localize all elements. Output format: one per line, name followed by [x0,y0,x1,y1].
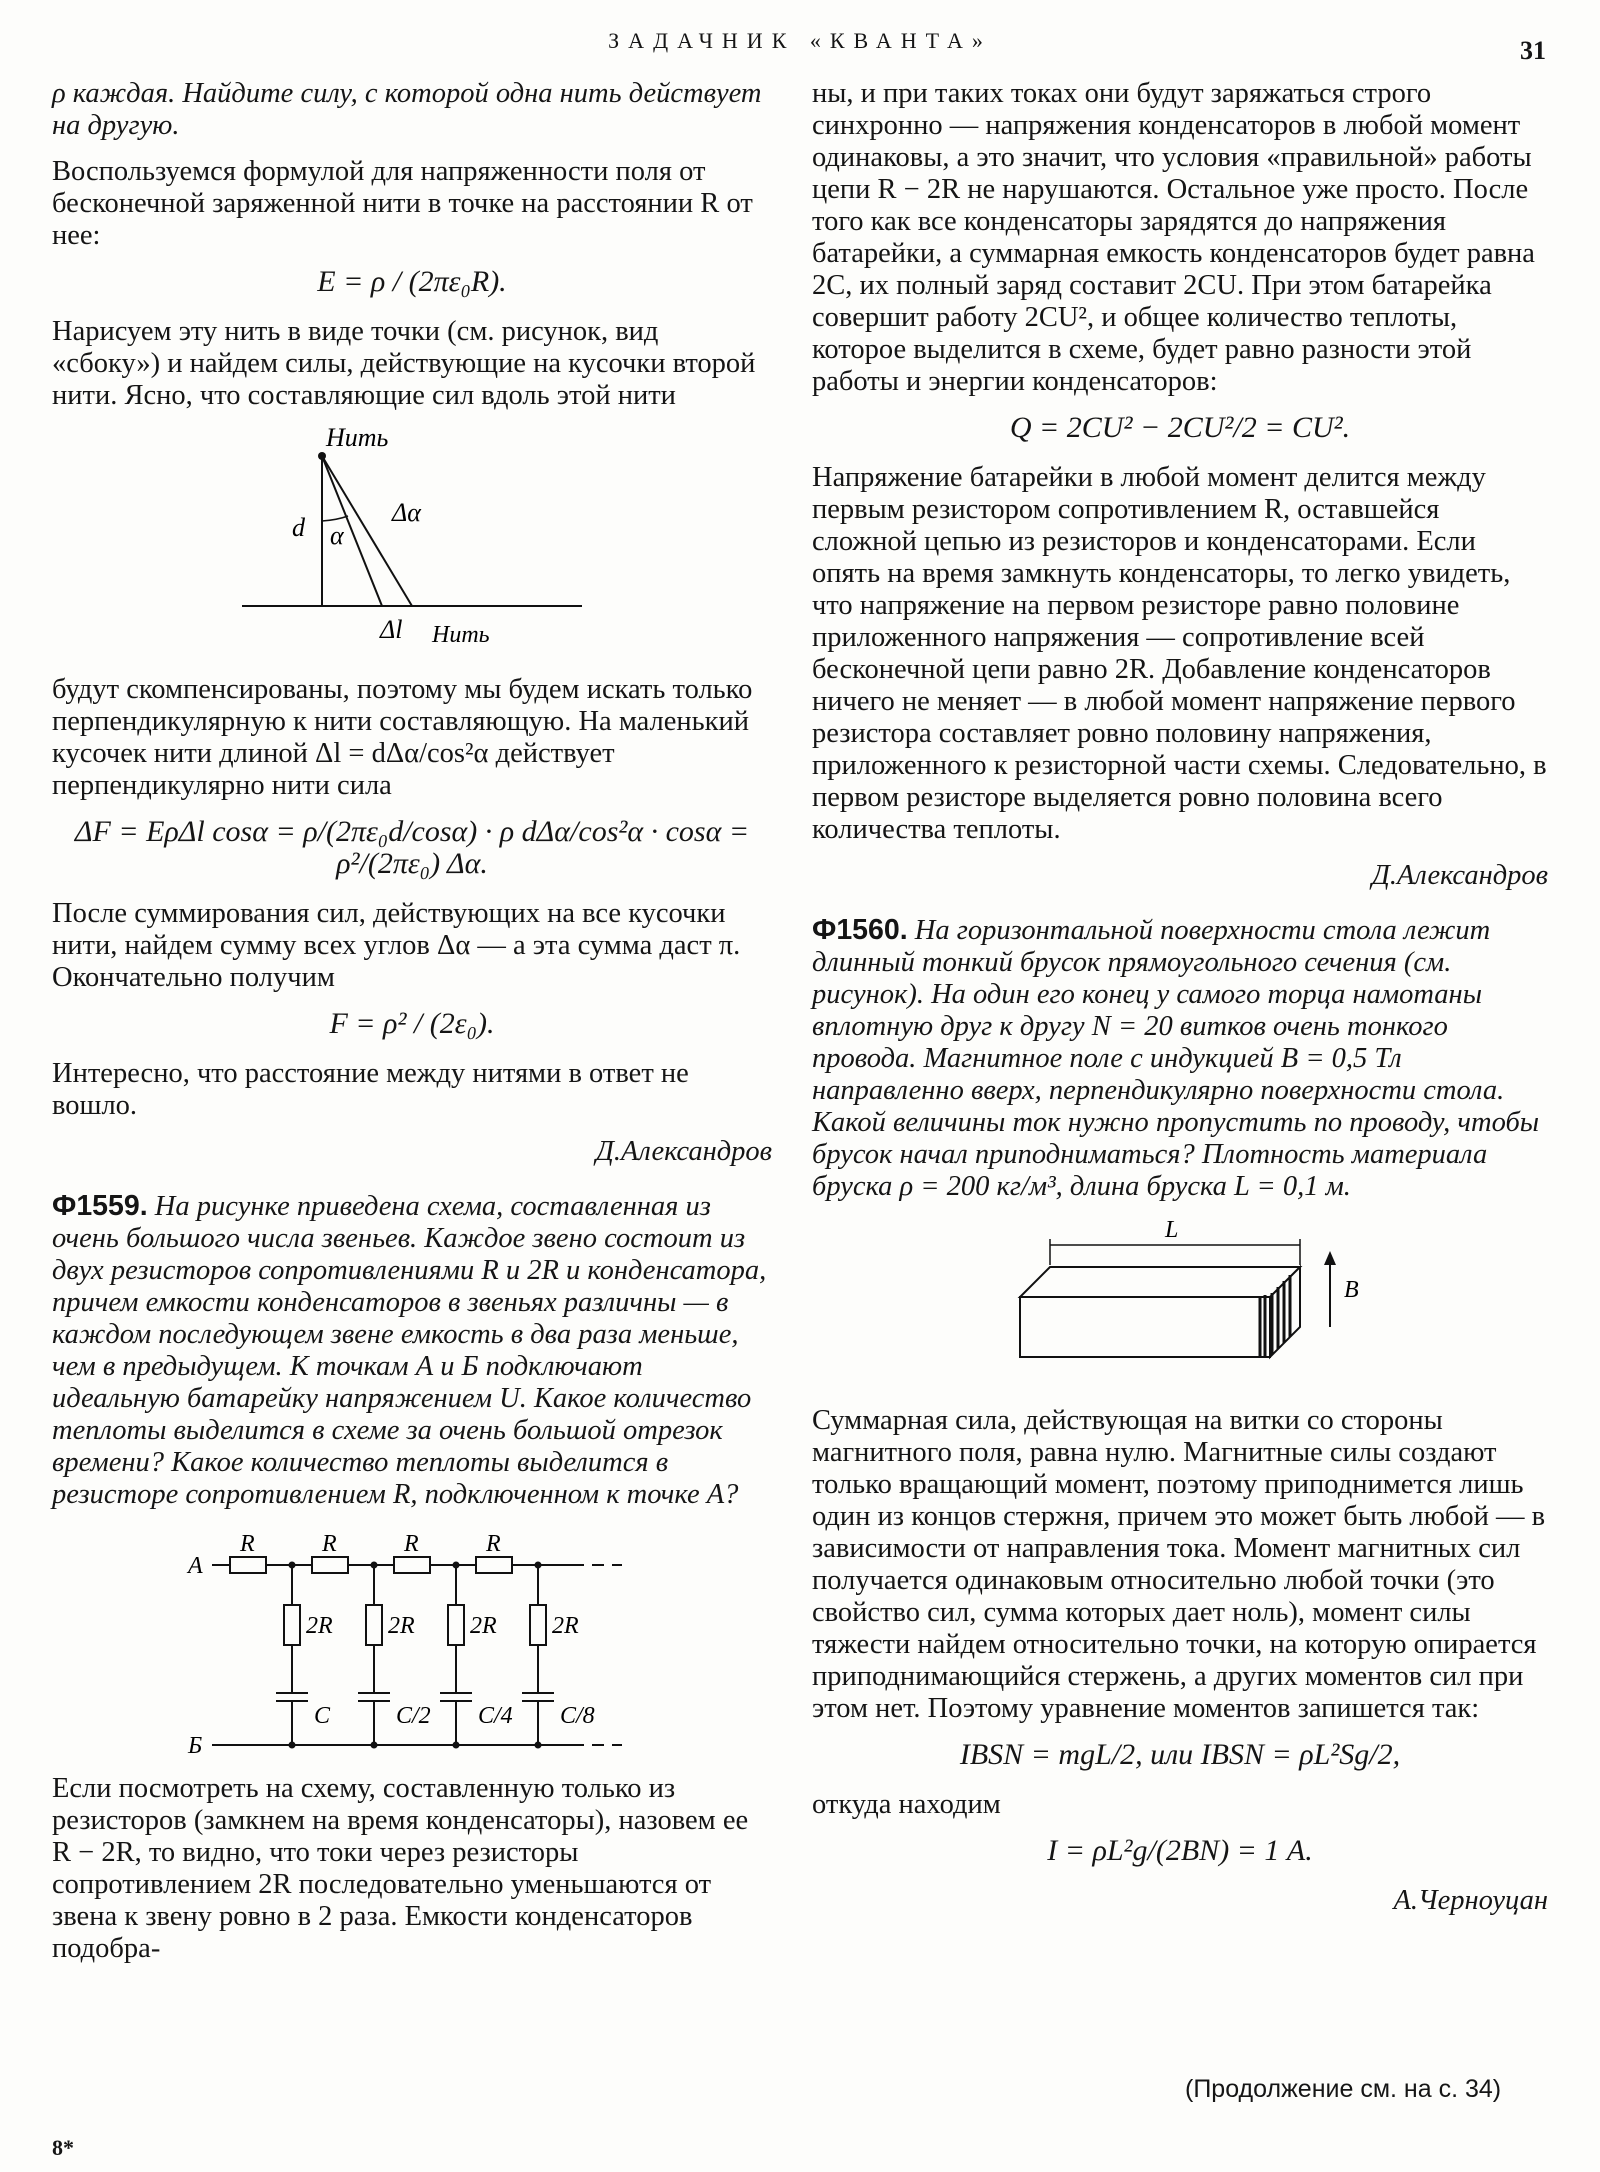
thread-diagram [232,426,592,666]
paragraph: Нарисуем эту нить в виде точки (см. рисунок, вид «сбоку») и найдем силы, действующие на кусочки второй нити. Ясно, что составляющие сил вдоль этой нити [52,316,756,411]
problem-text: На горизонтальной поверхности стола лежит длинный тонкий брусок прямоугольного сечения (см. рисунок). На один его конец у самого торца намотаны вплотную друг к другу N = 20 витков очень тонкого провода. Магнитное поле с индукцией B = 0,5 Тл направленно вверх, перпендикулярно поверхности стола. Какой величины ток нужно пропустить по проводу, чтобы брусок начал приподниматься? Плотность материала бруска ρ = 200 кг/м³, длина бруска L = 0,1 м. [812,915,1540,1202]
signature-mark: 8* [52,2135,74,2160]
capacitor-label: C/2 [396,1703,431,1729]
dalpha-label: Δα [392,498,421,527]
resistor-r-label: R [486,1531,501,1557]
resistor-r-label: R [404,1531,419,1557]
resistor-r-label: R [322,1531,337,1557]
paragraph: откуда находим [812,1789,1001,1820]
circuit-diagram [182,1525,642,1765]
thread-point [318,452,326,460]
resistor-2r-label: 2R [552,1613,579,1639]
dl-label: Δl [380,615,403,644]
author-signature: Д.Александров [1371,860,1548,891]
paragraph: Суммарная сила, действующая на витки со стороны магнитного поля, равна нулю. Магнитные силы создают только вращающий момент, поэтому приподнимется лишь один из концов стержня, причем это может быть любой — в зависимости от направления тока. Момент магнитных сил получается одинаковым относительно любой точки (это свойство сил, сумма которых дает ноль), момент силы тяжести найдем относительно точки, на которую опирается приподнимающийся стержень, а других моментов сил при этом нет. Поэтому уравнение моментов запишется так: [812,1405,1546,1724]
problem-label: Ф1559. [52,1190,148,1222]
formula-force: ΔF = EρΔl cosα = ρ/(2πε₀d/cosα) · ρ dΔα/cos²α · cosα = ρ²/(2πε₀) Δα. [74,815,750,880]
continued-note: (Продолжение см. на с. 34) [1185,2075,1502,2103]
resistor-r-label: R [240,1531,255,1557]
capacitor-label: C/4 [478,1703,513,1729]
capacitor-label: C/8 [560,1703,595,1729]
paragraph: будут скомпенсированы, поэтому мы будем искать только перпендикулярную к нити составляющую. На маленький кусочек нити длиной Δl = dΔα/cos²α действует перпендикулярно нити сила [52,674,753,801]
paragraph: ны, и при таких токах они будут заряжаться строго синхронно — напряжения конденсаторов в любой момент одинаковы, а это значит, что условия «правильной» работы цепи R − 2R не нарушаются. Остальное уже просто. После того как все конденсаторы зарядятся до напряжения батарейки, а суммарная емкость конденсаторов будет равна 2C, их полный заряд составит 2CU. При этом батарейка совершит работу 2CU², и общее количество теплоты, которое выделится в схеме, будет равно разности этой работы и энергии конденсаторов: [812,78,1535,397]
left-column [52,78,772,1979]
paragraph: Воспользуемся формулой для напряженности поля от бесконечной заряженной нити в точке на расстоянии R от нее: [52,156,753,251]
bar-diagram [980,1217,1380,1397]
problem-label: Ф1560. [812,914,908,946]
formula-moment: IBSN = mgL/2, или IBSN = ρL²Sg/2, [959,1738,1401,1771]
right-column [812,78,1548,1939]
task-continuation: ρ каждая. Найдите силу, с которой одна нить действует на другую. [52,78,762,141]
point-a-label: А [188,1553,203,1579]
paragraph: Если посмотреть на схему, составленную только из резисторов (замкнем на время конденсаторы), назовем ее R − 2R, то видно, что токи через резисторы сопротивлением 2R последовательно уменьшаются от звена к звену ровно в 2 раза. Емкости конденсаторов подобра- [52,1773,749,1964]
capacitor-label: C [314,1703,331,1729]
running-title: ЗАДАЧНИК «КВАНТА» [608,28,992,53]
formula-heat: Q = 2CU² − 2CU²/2 = CU². [1009,411,1351,444]
paragraph: После суммирования сил, действующих на все кусочки нити, найдем сумму всех углов Δα — а эта сумма даст π. Окончательно получим [52,898,741,993]
length-label: L [1165,1217,1179,1243]
resistor-2r-label: 2R [470,1613,497,1639]
d-label: d [292,513,305,542]
field-label: B [1344,1277,1359,1303]
alpha-label: α [330,521,344,550]
problem-1560 [812,914,1548,1203]
point-b-label: Б [188,1733,203,1759]
paragraph: Напряжение батарейки в любой момент делится между первым резистором сопротивлением R, оставшейся сложной цепью из резисторов и конденсаторами. Если опять на время замкнуть конденсаторы, то легко увидеть, что напряжение на первом резисторе равно половине приложенного напряжения — сопротивление всей бесконечной цепи равно 2R. Добавление конденсаторов ничего не меняет — в любой момент напряжение первого резистора составляет ровно половину напряжения, приложенного к резисторной части схемы. Следовательно, в первом резисторе выделяется ровно половина всего количества теплоты. [812,462,1547,845]
author-signature: Д.Александров [595,1136,772,1167]
formula-field: E = ρ / (2πε₀R). [317,265,507,298]
problem-1559 [52,1190,772,1511]
paragraph: Интересно, что расстояние между нитями в ответ не вошло. [52,1058,689,1121]
formula-result: F = ρ² / (2ε₀). [329,1007,495,1040]
author-signature: А.Черноуцан [1393,1885,1548,1916]
resistor-2r-label: 2R [388,1613,415,1639]
page-number: 31 [1520,36,1546,65]
formula-current: I = ρL²g/(2BN) = 1 А. [1047,1834,1313,1867]
resistor-2r-label: 2R [306,1613,333,1639]
thread-label-top: Нить [326,426,389,452]
thread-label-bottom: Нить [432,622,490,648]
problem-text: На рисунке приведена схема, составленная из очень большого числа звеньев. Каждое звено состоит из двух резисторов сопротивлениями R и 2R и конденсатора, причем емкости конденсаторов в звеньях различны — в каждом последующем звене емкость в два раза меньше, чем в предыдущем. К точкам А и Б подключают идеальную батарейку напряжением U. Какое количество теплоты выделится в схеме за очень большой отрезок времени? Какое количество теплоты выделится в резисторе сопротивлением R, подключенном к точке А? [52,1191,767,1510]
